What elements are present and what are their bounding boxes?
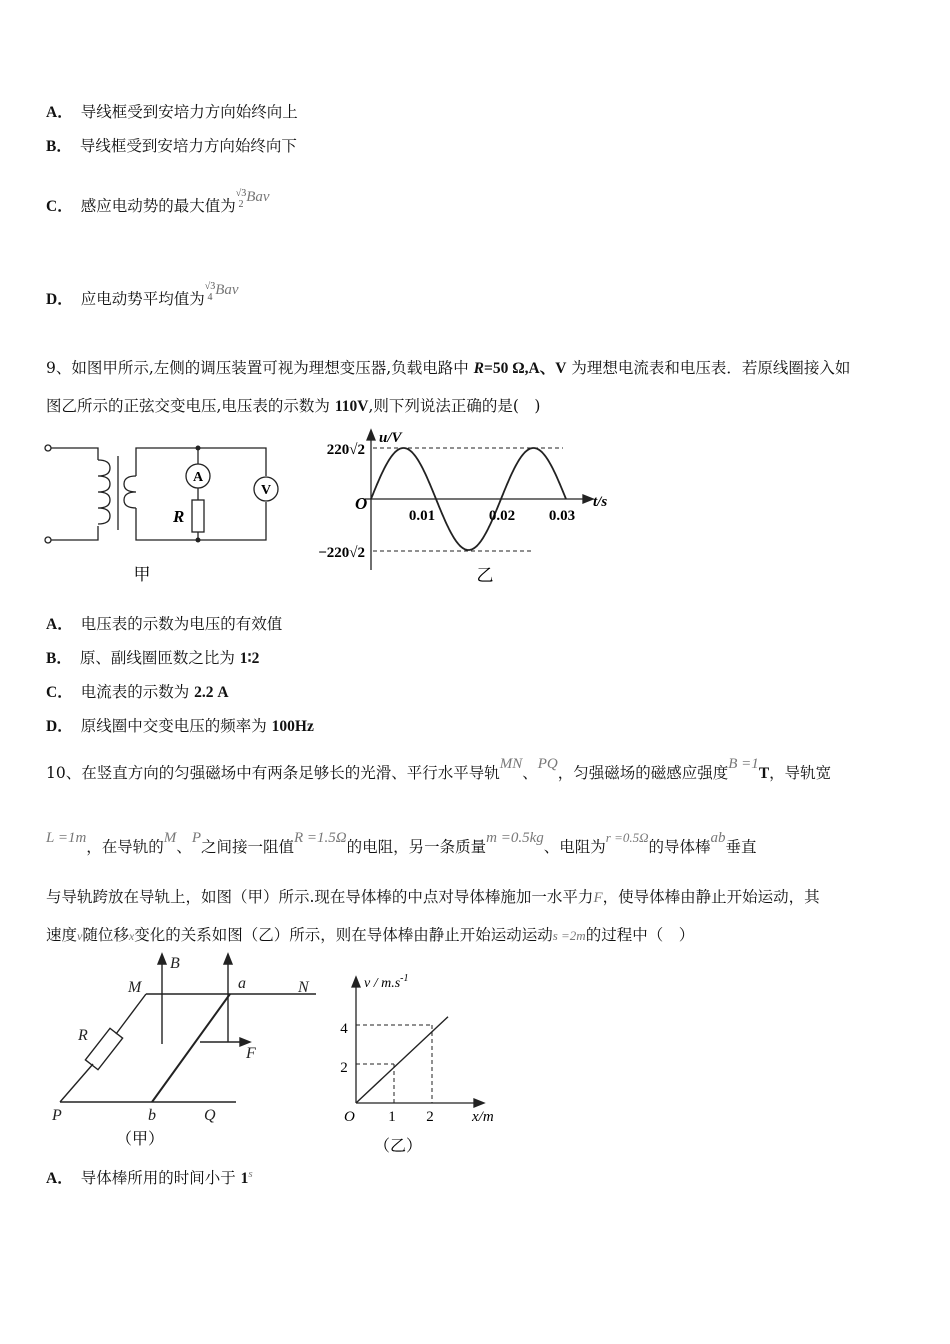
option-text: 电压表的示数为电压的有效值: [80, 615, 283, 633]
q8-option-c: [46, 188, 270, 218]
stem-text: ，在导轨的: [86, 838, 164, 856]
q9-stem-line1: [46, 358, 850, 379]
stem-text: 图乙所示的正弦交变电压,电压表的示数为: [46, 397, 335, 415]
stem-text: 9、如图甲所示,左侧的调压装置可视为理想变压器,负载电路中: [46, 359, 474, 377]
label-m: M: [128, 979, 142, 996]
stem-text: 的过程中（ ）: [585, 926, 695, 944]
stem-text: 、: [176, 838, 192, 856]
unit-t: T: [758, 765, 770, 782]
origin-label: O: [355, 494, 368, 513]
q10-stem-line4: [46, 925, 694, 946]
l-value: L =1m: [46, 830, 87, 846]
option-value: 1: [240, 1170, 249, 1187]
expr: Bav: [215, 282, 239, 298]
point-m: M: [163, 830, 177, 846]
stem-text: 之间接一阻值: [200, 838, 294, 856]
option-text: 导体棒所用的时间小于: [80, 1169, 241, 1187]
q8-option-b: [46, 136, 297, 157]
q9-sine-graph: [295, 425, 625, 590]
q10-stem-line2: [46, 830, 757, 858]
option-text: 原线圈中交变电压的频率为: [80, 717, 272, 735]
rail-pq: PQ: [537, 756, 558, 772]
figure-caption: 甲: [133, 565, 151, 584]
resistor-label: R: [173, 507, 185, 526]
s-value: s =2m: [552, 928, 586, 943]
option-letter: C．: [46, 198, 73, 215]
x-tick-label: 1: [388, 1109, 396, 1125]
option-letter: B．: [46, 650, 72, 667]
fraction-num: √3: [204, 281, 216, 292]
r-symbol: R: [473, 360, 484, 377]
expr: Bav: [246, 189, 270, 205]
stem-text: 的导体棒: [648, 838, 711, 856]
stem-text: ,则下列说法正确的是( ): [368, 397, 541, 415]
q8-option-a: [46, 102, 298, 123]
stem-text: 10、在竖直方向的匀强磁场中有两条足够长的光滑、平行水平导轨: [46, 764, 500, 782]
rod-resistance: r =0.5Ω: [605, 830, 649, 845]
q9-stem-line2: [46, 396, 540, 417]
q9-option-c: [46, 682, 229, 703]
mass-value: m =0.5kg: [486, 830, 544, 846]
fraction-den: 2: [238, 199, 244, 210]
stem-text: 变化的关系如图（乙）所示，则在导体棒由静止开始运动运动: [134, 926, 553, 944]
label-q: Q: [204, 1107, 216, 1124]
option-letter: A．: [46, 104, 73, 121]
var-v: v: [77, 929, 83, 943]
vx-line: [356, 1017, 448, 1103]
stem-text: 的电阻，另一条质量: [346, 838, 487, 856]
y-tick-label: 4: [340, 1021, 348, 1037]
stem-text: 垂直: [725, 838, 757, 856]
voltage-value: 110V: [334, 398, 369, 415]
option-letter: D．: [46, 291, 73, 308]
q9-circuit-figure: [40, 430, 285, 590]
y-axis-label: u/V: [379, 430, 402, 446]
q8-option-d: [46, 281, 239, 311]
option-letter: C．: [46, 684, 73, 701]
force-f: F: [593, 890, 603, 906]
stem-text: 、电阻为: [543, 838, 606, 856]
label-n: N: [298, 979, 309, 996]
figure-caption: （乙）: [373, 1138, 423, 1155]
stem-text: 与导轨跨放在导轨上，如图（甲）所示.现在导体棒的中点对导体棒施加一水平力: [46, 888, 594, 906]
q10-stem-line1: [46, 756, 832, 784]
voltmeter-label: V: [260, 483, 272, 498]
q9-option-b: [46, 648, 259, 669]
label-a: a: [238, 975, 246, 992]
option-letter: B．: [46, 138, 72, 155]
option-text: 感应电动势的最大值为: [80, 197, 236, 215]
r-value: =50 Ω,A、V: [484, 360, 567, 377]
q10-rails-figure: [44, 948, 334, 1158]
x-tick-label: 2: [426, 1109, 434, 1125]
label-b-field: B: [170, 955, 180, 972]
q9-option-a: [46, 614, 282, 635]
stem-text: 为理想电流表和电压表．若原线圈接入如: [566, 359, 851, 377]
figure-caption: 乙: [476, 566, 494, 585]
q9-option-d: [46, 716, 314, 737]
fraction-num: √3: [235, 188, 247, 199]
stem-text: ，匀强磁场的磁感应强度: [557, 764, 729, 782]
option-letter: D．: [46, 718, 73, 735]
x-tick-label: 0.01: [408, 508, 436, 524]
option-letter: A．: [46, 616, 73, 633]
option-value: 1∶2: [239, 650, 260, 667]
q10-vx-graph: [330, 965, 520, 1160]
stem-text: 速度: [46, 926, 78, 944]
rail-mn: MN: [499, 756, 523, 772]
option-text: 原、副线圈匝数之比为: [79, 649, 240, 667]
option-text: 应电动势平均值为: [80, 290, 205, 308]
q10-option-a: [46, 1168, 253, 1190]
rod-ab: ab: [710, 830, 726, 846]
fraction: [205, 281, 216, 303]
option-text: 导线框受到安培力方向始终向上: [80, 103, 298, 121]
stem-text: ，使导体棒由静止开始运动，其: [602, 888, 820, 906]
x-axis-label: x/m: [472, 1109, 494, 1125]
fraction: [236, 188, 247, 210]
b-value: B =1: [728, 756, 759, 772]
x-axis-label: t/s: [593, 494, 608, 510]
label-f: F: [246, 1045, 256, 1062]
label-p: P: [52, 1107, 62, 1124]
x-tick-label: 0.02: [488, 508, 516, 524]
r-value: R =1.5Ω: [294, 830, 347, 846]
label-r: R: [78, 1027, 88, 1044]
fraction-den: 4: [207, 292, 213, 303]
origin-label: O: [344, 1109, 355, 1125]
q10-stem-line3: [46, 887, 820, 908]
ammeter-label: A: [192, 470, 204, 485]
y-tick-label: 2: [340, 1060, 348, 1076]
figure-caption: （甲）: [115, 1131, 165, 1148]
y-max-label: 220√2: [326, 442, 365, 458]
option-text: 电流表的示数为: [80, 683, 195, 701]
stem-text: 随位移: [82, 926, 129, 944]
label-b: b: [148, 1107, 156, 1124]
x-tick-label: 0.03: [548, 508, 576, 524]
y-axis-label: v / $m.s^{-1}$: [364, 973, 409, 991]
var-x: x: [128, 929, 135, 943]
option-value: 100Hz: [271, 718, 314, 735]
point-p: P: [191, 830, 201, 846]
option-unit: s: [248, 1168, 253, 1180]
option-letter: A．: [46, 1170, 73, 1187]
stem-text: 、: [522, 764, 538, 782]
option-text: 导线框受到安培力方向始终向下: [79, 137, 297, 155]
option-value: 2.2 A: [194, 684, 229, 701]
y-min-label: −220√2: [318, 545, 365, 561]
stem-text: ，导轨宽: [769, 764, 832, 782]
